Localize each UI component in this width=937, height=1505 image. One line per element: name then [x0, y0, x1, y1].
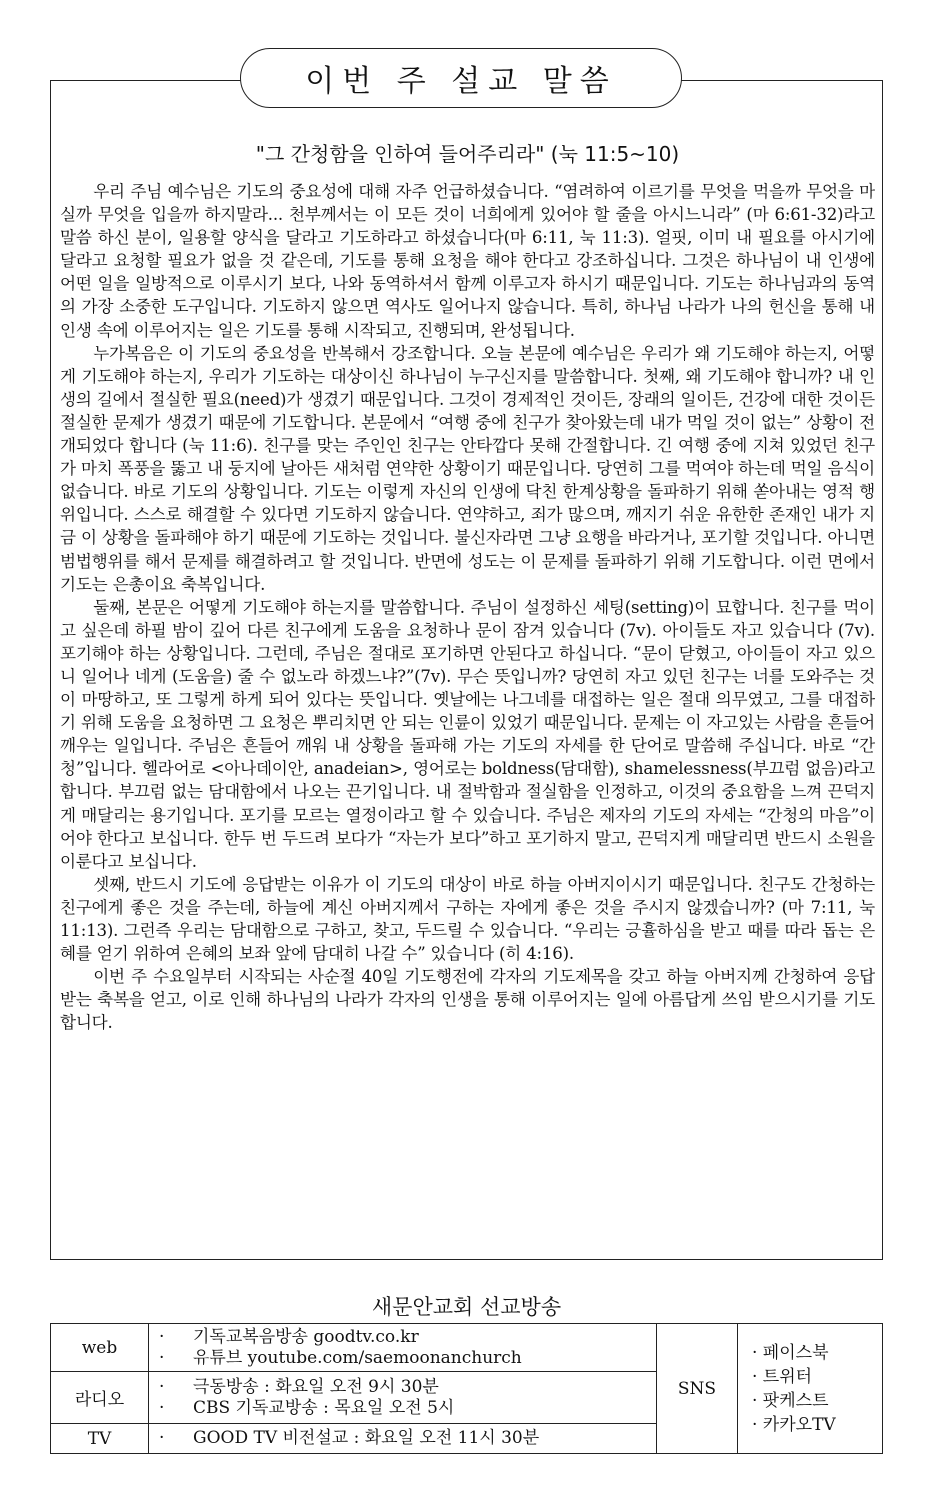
row-label-web: web	[51, 1324, 149, 1372]
sns-podcast: · 팟케스트	[752, 1390, 829, 1411]
sermon-body	[60, 180, 875, 1034]
row-content-web	[149, 1324, 657, 1372]
web-youtube-text: 유튜브 youtube.com/saemoonanchurch	[193, 1347, 522, 1368]
sermon-paragraph-2: 누가복음은 이 기도의 중요성을 반복해서 강조합니다. 오늘 본문에 예수님은 우리가 왜 기도해야 하는지, 어떻게 기도해야 하는지, 우리가 기도하는 대상이신 하나님이 누구신지를 말씀합니다. 첫째, 왜 기도해야 합니까? 내 인생의 길에서 절실한 필요(need)가 생겼기 때문입니다. 그것이 경제적인 것이든, 장래의 일이든, 건강에 대한 것이든 절실한 문제가 생겼기 때문에 기도합니다. 본문에서 “여행 중에 친구가 찾아왔는데 내가 먹일 것이 없는” 상황이 전개되었다 합니다 (눅 11:6). 친구를 맞는 주인인 친구는 안타깝다 못해 간절합니다. 긴 여행 중에 지쳐 있었던 친구가 마치 폭풍을 뚫고 내 둥지에 날아든 새처럼 연약한 상황이기 때문입니다. 당연히 그를 먹여야 하는데 먹일 음식이 없습니다. 바로 기도의 상황입니다. 기도는 이렇게 자신의 인생에 닥친 한계상황을 돌파하기 위해 쏟아내는 영적 행위입니다. 스스로 해결할 수 있다면 기도하지 않습니다. 연약하고, 죄가 많으며, 깨지기 쉬운 유한한 존재인 내가 지금 이 상황을 돌파해야 하기 때문에 기도하는 것입니다. 불신자라면 그냥 요행을 바라거나, 포기할 것입니다. 아니면 범법행위를 해서 문제를 해결하려고 할 것입니다. 반면에 성도는 이 문제를 돌파하기 위해 기도합니다. 이런 면에서 기도는 은총이요 축복입니다.	[60, 343, 875, 594]
sermon-paragraph-1: 우리 주님 예수님은 기도의 중요성에 대해 자주 언급하셨습니다. “염려하여 이르기를 무엇을 먹을까 무엇을 마실까 무엇을 입을까 하지말라... 천부께서는 이 모든 것이 너희에게 있어야 할 줄을 아시느니라” (마 6:61-32)라고 말씀 하신 분이, 일용할 양식을 달라고 기도하라고 하셨습니다(마 6:11, 눅 11:3). 얼핏, 이미 내 필요를 아시기에 달라고 요청할 필요가 없을 것 같은데, 기도를 통해 요청을 해야 한다고 강조하십니다. 그것은 하나님이 내 인생에 어떤 일을 일방적으로 이루시기 보다, 나와 동역하셔서 함께 이루고자 하시기 때문입니다. 기도는 하나님과의 동역의 가장 소중한 도구입니다. 기도하지 않으면 역사도 일어나지 않습니다. 특히, 하나님 나라가 나의 헌신을 통해 내 인생 속에 이루어지는 일은 기도를 통해 시작되고, 진행되며, 완성됩니다.	[60, 182, 875, 340]
bullet: ·	[159, 1376, 165, 1397]
sns-twitter: · 트위터	[752, 1366, 813, 1387]
sns-kakaotv: · 카카오TV	[752, 1414, 836, 1435]
broadcast-table	[50, 1323, 883, 1454]
bullet: ·	[159, 1326, 165, 1347]
sermon-paragraph-3: 둘째, 본문은 어떻게 기도해야 하는지를 말씀합니다. 주님이 설정하신 세팅(setting)이 묘합니다. 친구를 먹이고 싶은데 하필 밤이 깊어 다른 친구에게 도움을 요청하나 문이 잠겨 있습니다 (7v). 아이들도 자고 있습니다 (7v). 포기해야 하는 상황입니다. 그런데, 주님은 절대로 포기하면 안된다고 하십니다. “문이 닫혔고, 아이들이 자고 있으니 일어나 네게 (도움을) 줄 수 없노라 하겠느냐?”(7v). 무슨 뜻입니까? 당연히 자고 있던 친구는 너를 도와주는 것이 마땅하고, 또 그렇게 하게 되어 있다는 뜻입니다. 옛날에는 나그네를 대접하는 일은 절대 의무였고, 그를 대접하기 위해 도움을 요청하면 그 요청은 뿌리치면 안 되는 인륜이 있었기 때문입니다. 문제는 이 자고있는 사람을 흔들어 깨우는 일입니다. 주님은 흔들어 깨워 내 상황을 돌파해 가는 기도의 자세를 한 단어로 말씀해 주십니다. 바로 “간청”입니다. 헬라어로 <아나데이안, anadeian>, 영어로는 boldness(담대함), shamelessness(부끄럼 없음)라고 합니다. 부끄럼 없는 담대함에서 나오는 끈기입니다. 내 절박함과 절실함을 인정하고, 이것의 중요함을 느껴 끈덕지게 매달리는 용기입니다. 포기를 모르는 열정이라고 할 수 있습니다. 주님은 제자의 기도의 자세는 “간청의 마음”이어야 한다고 보십니다. 한두 번 두드려 보다가 “자는가 보다”하고 포기하지 말고, 끈덕지게 매달리면 반드시 소원을 이룬다고 보십니다.	[60, 597, 875, 871]
bullet: ·	[159, 1428, 165, 1448]
list-item	[159, 1327, 656, 1348]
tv-goodtv-text: GOOD TV 비전설교 : 화요일 오전 11시 30분	[193, 1428, 540, 1448]
row-content-radio	[149, 1372, 657, 1424]
radio-cbs-text: CBS 기독교방송 : 목요일 오전 5시	[193, 1397, 455, 1418]
sns-label: SNS	[657, 1324, 738, 1454]
list-item	[159, 1398, 656, 1419]
broadcast-title: 새문안교회 선교방송	[371, 1295, 562, 1319]
list-item	[159, 1377, 656, 1398]
bullet: ·	[159, 1397, 165, 1418]
sermon-paragraph-4: 셋째, 반드시 기도에 응답받는 이유가 이 기도의 대상이 바로 하늘 아버지이시기 때문입니다. 친구도 간청하는 친구에게 좋은 것을 주는데, 하늘에 계신 아버지께서 구하는 자에게 좋은 것을 주시지 않겠습니까? (마 7:11, 눅 11:13). 그런즉 우리는 담대함으로 구하고, 찾고, 두드릴 수 있습니다. “우리는 긍휼하심을 받고 때를 따라 돕는 은혜를 얻기 위하여 은혜의 보좌 앞에 담대히 나갈 수” 있습니다 (히 4:16).	[60, 874, 875, 964]
sns-list	[738, 1324, 883, 1454]
bullet: ·	[159, 1347, 165, 1368]
web-goodtv-text: 기독교복음방송 goodtv.co.kr	[193, 1326, 419, 1347]
sns-facebook: · 페이스북	[752, 1342, 829, 1363]
list-item	[159, 1428, 656, 1449]
radio-febc-text: 극동방송 : 화요일 오전 9시 30분	[193, 1376, 439, 1397]
section-title-pill	[240, 48, 682, 108]
sermon-paragraph-5: 이번 주 수요일부터 시작되는 사순절 40일 기도행전에 각자의 기도제목을 갖고 하늘 아버지께 간청하여 응답받는 축복을 얻고, 이로 인해 하나님의 나라가 각자의 인생을 통해 이루어지는 일에 아름답게 쓰임 받으시기를 기도합니다.	[60, 967, 875, 1033]
row-content-tv	[149, 1424, 657, 1454]
list-item	[159, 1348, 656, 1369]
section-title: 이번 주 설교 말씀	[305, 64, 617, 99]
row-label-radio: 라디오	[51, 1372, 149, 1424]
sermon-title: "그 간청함을 인하여 들어주리라" (눅 11:5~10)	[255, 142, 680, 166]
row-label-tv: TV	[51, 1424, 149, 1454]
